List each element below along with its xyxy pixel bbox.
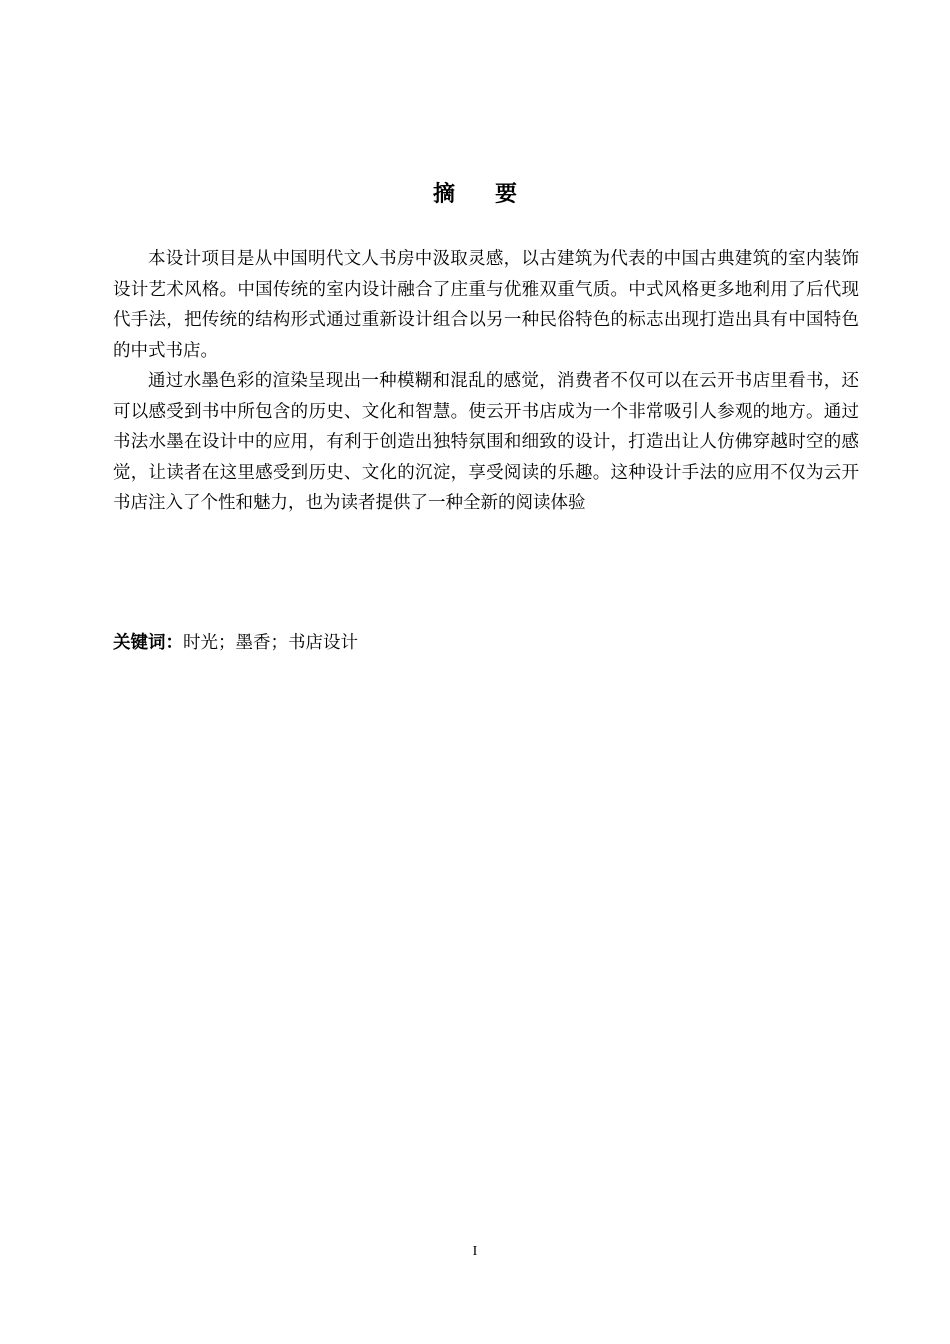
keywords-label: 关键词： <box>113 633 183 653</box>
keywords-line <box>113 629 859 657</box>
page-number: I <box>472 1244 478 1259</box>
keywords-value: 时光；墨香；书店设计 <box>183 633 358 653</box>
abstract-paragraph-1: 本设计项目是从中国明代文人书房中汲取灵感，以古建筑为代表的中国古典建筑的室内装饰设计艺术风格。中国传统的室内设计融合了庄重与优雅双重气质。中式风格更多地利用了后代现代手法，把传统的结构形式通过重新设计组合以另一种民俗特色的标志出现打造出具有中国特色的中式书店。 <box>113 249 859 361</box>
abstract-body <box>113 244 859 519</box>
abstract-paragraph-2: 通过水墨色彩的渲染呈现出一种模糊和混乱的感觉，消费者不仅可以在云开书店里看书，还可以感受到书中所包含的历史、文化和智慧。使云开书店成为一个非常吸引人参观的地方。通过书法水墨在设计中的应用，有利于创造出独特氛围和细致的设计，打造出让人仿佛穿越时空的感觉，让读者在这里感受到历史、文化的沉淀，享受阅读的乐趣。这种设计手法的应用不仅为云开书店注入了个性和魅力，也为读者提供了一种全新的阅读体验 <box>113 371 859 513</box>
abstract-title: 摘要 <box>432 182 557 207</box>
